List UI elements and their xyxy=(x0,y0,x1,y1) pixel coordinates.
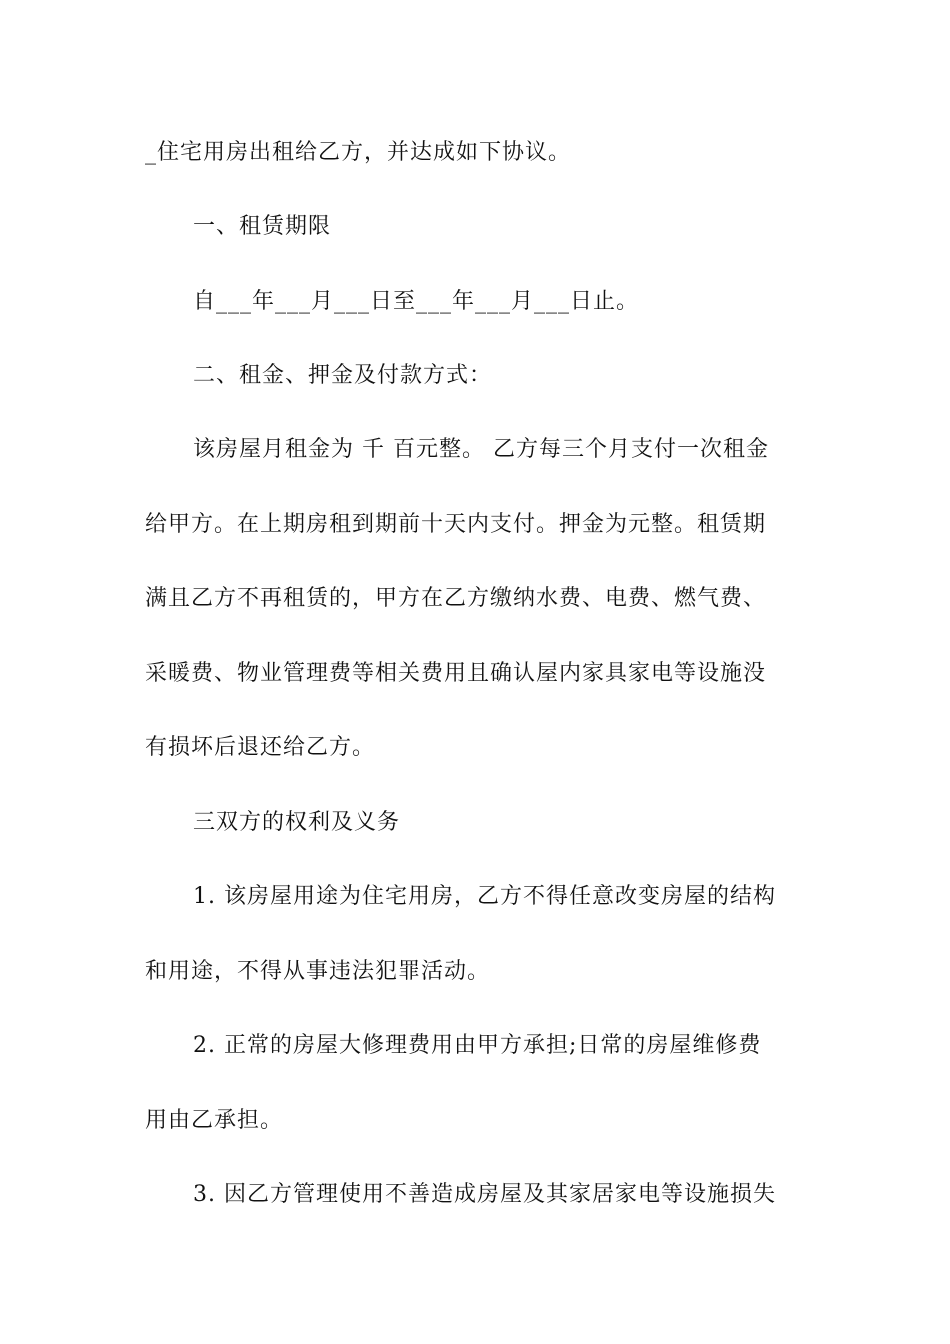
text-line-lease-dates: 自___年___月___日至___年___月___日止。 xyxy=(193,289,640,314)
section-heading-rent-deposit: 二、租金、押金及付款方式： xyxy=(193,363,493,388)
clause-2-line-2: 用由乙承担。 xyxy=(145,1108,284,1133)
clause-2-line-1: 2. 正常的房屋大修理费用由甲方承担;日常的房屋维修费 xyxy=(193,1033,762,1058)
clause-1-line-1: 1. 该房屋用途为住宅用房，乙方不得任意改变房屋的结构 xyxy=(193,884,776,909)
text-line-rent-5: 有损坏后退还给乙方。 xyxy=(145,735,376,760)
section-heading-rights-duties: 三双方的权利及义务 xyxy=(193,810,401,835)
section-heading-lease-term: 一、租赁期限 xyxy=(193,214,332,239)
text-line-rent-4: 采暖费、物业管理费等相关费用且确认屋内家具家电等设施没 xyxy=(145,661,767,686)
clause-3-line-1: 3. 因乙方管理使用不善造成房屋及其家居家电等设施损失 xyxy=(193,1182,776,1207)
text-line-rent-3: 满且乙方不再租赁的，甲方在乙方缴纳水费、电费、燃气费、 xyxy=(145,586,767,611)
text-line-intro: _住宅用房出租给乙方，并达成如下协议。 xyxy=(145,140,572,165)
text-line-rent-1: 该房屋月租金为 千 百元整。 乙方每三个月支付一次租金 xyxy=(193,437,769,462)
clause-1-line-2: 和用途，不得从事违法犯罪活动。 xyxy=(145,959,491,984)
text-line-rent-2: 给甲方。在上期房租到期前十天内支付。押金为元整。租赁期 xyxy=(145,512,767,537)
